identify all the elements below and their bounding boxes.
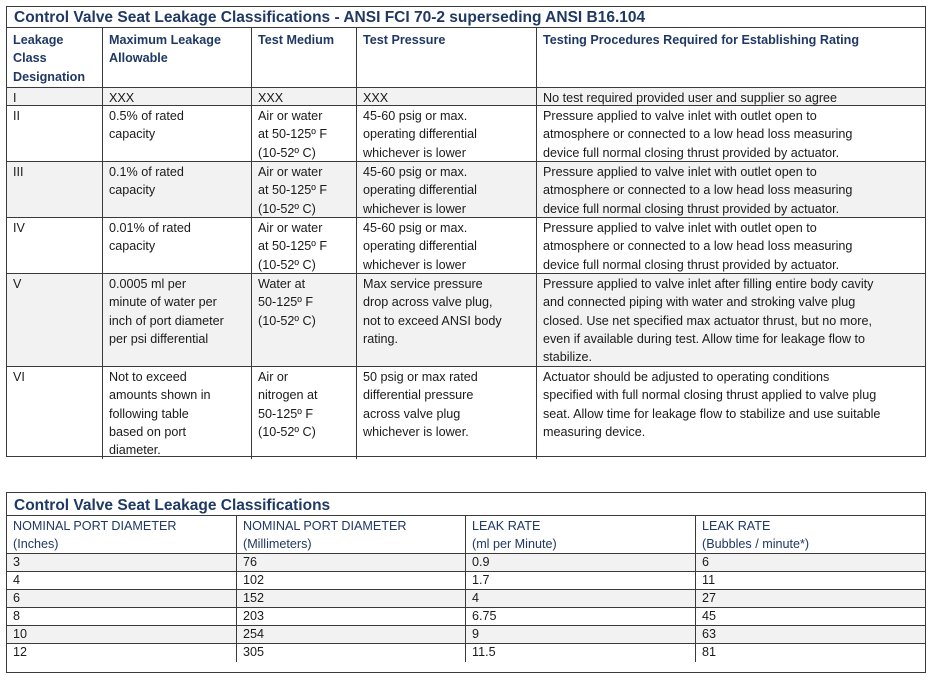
cell-text: and connected piping with water and stroking valve plug xyxy=(543,295,856,310)
cell-text: based on port xyxy=(109,424,187,439)
table-cell: 102 xyxy=(237,572,466,589)
cell-text: 0.1% of rated xyxy=(109,165,184,179)
cell-text: Pressure applied to valve inlet with outlet open to xyxy=(543,165,817,179)
cell-text: (10-52º C) xyxy=(258,201,316,216)
table-cell xyxy=(103,88,252,105)
table-cell xyxy=(357,88,537,105)
table-cell: 76 xyxy=(237,554,466,571)
header-text: Test Medium xyxy=(258,33,335,47)
cell-text: VI xyxy=(13,370,25,384)
table-cell xyxy=(7,162,103,217)
table-cell xyxy=(357,162,537,217)
cell-text: Not to exceed xyxy=(109,370,187,384)
header-test-pressure xyxy=(357,28,537,87)
table-header-row xyxy=(7,516,925,554)
cell-text: across valve plug xyxy=(363,406,461,421)
cell-text: Water at xyxy=(258,277,306,291)
table-cell: 45 xyxy=(702,609,717,623)
table-cell: 12 xyxy=(7,644,237,662)
table-cell xyxy=(357,274,537,366)
table-cell xyxy=(103,106,252,161)
cell-text: Air or water xyxy=(258,221,323,235)
table-cell: 152 xyxy=(237,590,466,607)
table-header-row xyxy=(7,28,925,88)
table-cell: 6 xyxy=(7,590,237,607)
cell-text: 50-125º F xyxy=(258,295,314,310)
cell-text: nitrogen at xyxy=(258,388,318,403)
cell-text: atmosphere or connected to a low head loss measuring xyxy=(543,239,853,254)
cell-text: (10-52º C) xyxy=(258,257,316,272)
cell-text: whichever is lower xyxy=(363,145,466,160)
cell-text: rating. xyxy=(363,331,399,346)
header-text: Designation xyxy=(13,69,86,84)
cell-text: 45-60 psig or max. xyxy=(363,165,468,179)
table-cell xyxy=(252,106,357,161)
table-row xyxy=(7,88,925,106)
cell-text: whichever is lower. xyxy=(363,424,469,439)
cell-text: at 50-125º F xyxy=(258,127,328,142)
cell-text: diameter. xyxy=(109,443,161,458)
table-row xyxy=(7,554,925,572)
table-row xyxy=(7,367,925,459)
table-cell xyxy=(103,162,252,217)
table-cell: 11 xyxy=(702,573,716,587)
table-title: Control Valve Seat Leakage Classifications - ANSI FCI 70-2 superseding ANSI B16.104 xyxy=(7,7,925,28)
cell-text: Pressure applied to valve inlet with outlet open to xyxy=(543,221,817,235)
table-row xyxy=(7,572,925,590)
cell-text: whichever is lower xyxy=(363,201,466,216)
leak-rate-table xyxy=(6,492,926,673)
table-cell xyxy=(357,367,537,459)
table-cell: 9 xyxy=(466,626,696,643)
cell-text: seat. Allow time for leakage flow to stabilize and use suitable xyxy=(543,406,881,421)
table-cell xyxy=(7,274,103,366)
cell-text: 50 psig or max rated xyxy=(363,370,478,384)
header-leakage-class xyxy=(7,28,103,87)
cell-text: closed. Use net specified max actuator thrust, but no more, xyxy=(543,313,872,328)
header-text: Testing Procedures Required for Establishing Rating xyxy=(543,33,860,47)
cell-text: XXX xyxy=(109,91,135,105)
header-text: Maximum Leakage xyxy=(109,33,221,47)
cell-text: I xyxy=(13,91,17,105)
cell-text: capacity xyxy=(109,239,156,254)
cell-text: Pressure applied to valve inlet after filling entire body cavity xyxy=(543,277,874,291)
cell-text: device full normal closing thrust provided by actuator. xyxy=(543,257,840,272)
cell-text: even if available during test. Allow time for leakage flow to xyxy=(543,331,866,346)
table-cell: 4 xyxy=(7,572,237,589)
table-cell: 203 xyxy=(237,608,466,625)
table-cell xyxy=(252,88,357,105)
header-text: (Bubbles / minute*) xyxy=(702,537,810,551)
table-cell: 1.7 xyxy=(466,572,696,589)
table-row xyxy=(7,590,925,608)
cell-text: 45-60 psig or max. xyxy=(363,221,468,235)
header-text: (Inches) xyxy=(13,537,59,551)
table-row xyxy=(7,626,925,644)
table-cell: 305 xyxy=(237,644,466,662)
header-text: Leakage xyxy=(13,33,64,47)
table-cell: 27 xyxy=(702,591,717,605)
table-cell xyxy=(103,274,252,366)
table-cell xyxy=(252,162,357,217)
cell-text: 0.0005 ml per xyxy=(109,277,187,291)
table-cell xyxy=(252,274,357,366)
cell-text: 0.01% of rated xyxy=(109,221,191,235)
cell-text: device full normal closing thrust provided by actuator. xyxy=(543,145,840,160)
cell-text: not to exceed ANSI body xyxy=(363,313,502,328)
cell-text: Max service pressure xyxy=(363,277,483,291)
cell-text: capacity xyxy=(109,127,156,142)
cell-text: capacity xyxy=(109,183,156,198)
cell-text: Air or water xyxy=(258,109,323,123)
cell-text: at 50-125º F xyxy=(258,183,328,198)
table-cell xyxy=(537,106,925,161)
header-test-medium xyxy=(252,28,357,87)
cell-text: differential pressure xyxy=(363,388,474,403)
header-text: NOMINAL PORT DIAMETER xyxy=(13,519,177,533)
table-cell xyxy=(103,367,252,459)
cell-text: 0.5% of rated xyxy=(109,109,184,123)
header-testing-procedures xyxy=(537,28,925,87)
cell-text: V xyxy=(13,277,22,291)
table-cell: 8 xyxy=(7,608,237,625)
cell-text: XXX xyxy=(258,91,284,105)
header-text: NOMINAL PORT DIAMETER xyxy=(243,519,407,533)
cell-text: II xyxy=(13,109,20,123)
table-cell xyxy=(252,218,357,273)
table-cell xyxy=(357,218,537,273)
cell-text: atmosphere or connected to a low head loss measuring xyxy=(543,127,853,142)
cell-text: Air or water xyxy=(258,165,323,179)
cell-text: operating differential xyxy=(363,183,477,198)
header-port-diameter-mm xyxy=(237,516,466,553)
table-row xyxy=(7,106,925,162)
header-port-diameter-in xyxy=(7,516,237,553)
table-row xyxy=(7,218,925,274)
cell-text: Air or xyxy=(258,370,289,384)
table-row xyxy=(7,644,925,662)
cell-text: inch of port diameter xyxy=(109,313,224,328)
header-text: Test Pressure xyxy=(363,33,446,47)
cell-text: (10-52º C) xyxy=(258,145,316,160)
cell-text: at 50-125º F xyxy=(258,239,328,254)
cell-text: measuring device. xyxy=(543,424,646,439)
table-cell: 63 xyxy=(702,627,717,641)
header-leak-rate-bubbles xyxy=(696,516,925,553)
cell-text: atmosphere or connected to a low head loss measuring xyxy=(543,183,853,198)
cell-text: drop across valve plug, xyxy=(363,295,493,310)
table-title: Control Valve Seat Leakage Classifications xyxy=(7,493,925,516)
cell-text: whichever is lower xyxy=(363,257,466,272)
header-max-leakage xyxy=(103,28,252,87)
cell-text: following table xyxy=(109,406,189,421)
cell-text: III xyxy=(13,165,24,179)
table-cell: 11.5 xyxy=(466,644,696,662)
table-cell: 3 xyxy=(7,554,237,571)
table-cell: 4 xyxy=(466,590,696,607)
table-cell xyxy=(7,106,103,161)
table-cell xyxy=(537,88,925,105)
cell-text: minute of water per xyxy=(109,295,217,310)
cell-text: stabilize. xyxy=(543,350,592,365)
header-text: LEAK RATE xyxy=(472,519,541,533)
cell-text: 50-125º F xyxy=(258,406,314,421)
header-text: (Millimeters) xyxy=(243,537,312,551)
table-cell: 81 xyxy=(702,645,717,659)
table-cell xyxy=(537,218,925,273)
table-cell: 6.75 xyxy=(466,608,696,625)
seat-leakage-class-table xyxy=(6,6,926,457)
table-cell xyxy=(7,88,103,105)
header-leak-rate-ml xyxy=(466,516,696,553)
cell-text: operating differential xyxy=(363,239,477,254)
table-cell xyxy=(7,218,103,273)
table-cell xyxy=(537,162,925,217)
table-cell: 6 xyxy=(702,555,710,569)
table-cell xyxy=(537,367,925,459)
cell-text: IV xyxy=(13,221,25,235)
header-text: LEAK RATE xyxy=(702,519,771,533)
cell-text: (10-52º C) xyxy=(258,313,316,328)
table-row xyxy=(7,608,925,626)
table-cell xyxy=(7,367,103,459)
header-text: (ml per Minute) xyxy=(472,537,557,551)
cell-text: 45-60 psig or max. xyxy=(363,109,468,123)
cell-text: XXX xyxy=(363,91,389,105)
table-cell xyxy=(252,367,357,459)
table-row xyxy=(7,162,925,218)
table-cell: 254 xyxy=(237,626,466,643)
cell-text: Actuator should be adjusted to operating conditions xyxy=(543,370,830,384)
cell-text: specified with full normal closing thrust applied to valve plug xyxy=(543,388,877,403)
table-cell xyxy=(103,218,252,273)
cell-text: operating differential xyxy=(363,127,477,142)
cell-text: Pressure applied to valve inlet with outlet open to xyxy=(543,109,817,123)
table-cell: 0.9 xyxy=(466,554,696,571)
table-cell xyxy=(357,106,537,161)
table-cell: 10 xyxy=(7,626,237,643)
cell-text: (10-52º C) xyxy=(258,424,316,439)
cell-text: per psi differential xyxy=(109,331,209,346)
table-row xyxy=(7,274,925,367)
cell-text: amounts shown in xyxy=(109,388,211,403)
header-text: Allowable xyxy=(109,51,168,66)
table-cell xyxy=(537,274,925,366)
cell-text: device full normal closing thrust provided by actuator. xyxy=(543,201,840,216)
cell-text: No test required provided user and supplier so agree xyxy=(543,91,838,105)
header-text: Class xyxy=(13,51,47,66)
